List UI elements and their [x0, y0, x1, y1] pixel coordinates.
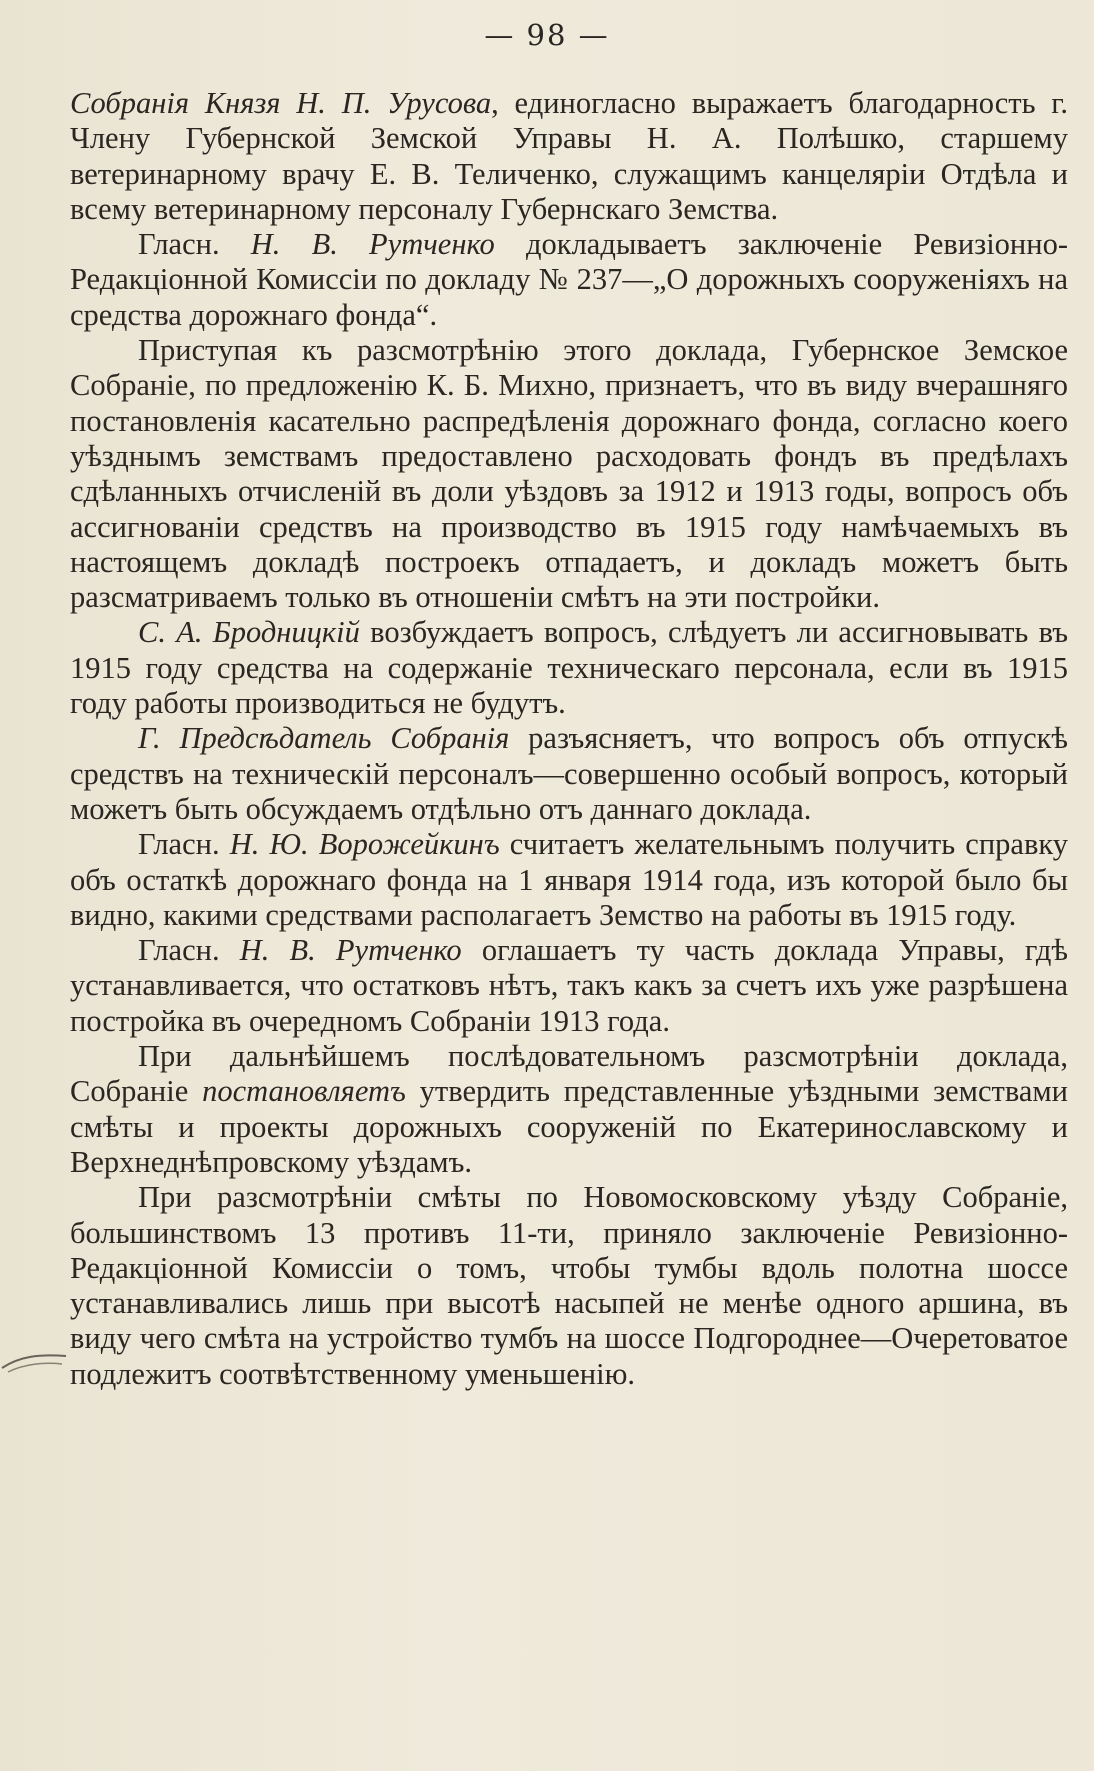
paragraph [70, 227, 1068, 333]
paragraph-text: разъясняетъ, что вопросъ объ отпускѣ средствъ на техническій персоналъ—совершенно особый вопросъ, который можетъ быть обсуждаемъ отдѣльно отъ даннаго доклада. [70, 721, 1068, 826]
paragraph-text: Гласн. [138, 827, 230, 862]
paragraph [70, 1180, 1068, 1392]
paragraph-text: , единогласно выражаетъ благодарность г. Члену Губернской Земской Управы Н. А. Полѣшко, старшему ветеринарному врачу Е. В. Теличенко, служащимъ канцеляріи Отдѣла и всему ветеринарному персоналу Губернскаго Земства. [70, 86, 1068, 226]
paragraph-text: Гласн. [138, 227, 251, 262]
paragraph [70, 1039, 1068, 1180]
paragraph [70, 827, 1068, 933]
resolution-word: постановляетъ [202, 1074, 406, 1109]
paragraph-text: Гласн. [138, 933, 240, 968]
paragraph [70, 721, 1068, 827]
paragraph-text: При разсмотрѣніи смѣты по Новомосковскому уѣзду Собраніе, большинствомъ 13 противъ 11-ти, приняло заключеніе Ревизіонно-Редакціонной Комиссіи о томъ, чтобы тумбы вдоль полотна шоссе устанавливались лишь при высотѣ насыпей не менѣе одного аршина, въ виду чего смѣта на устройство тумбъ на шоссе Подгороднее—Очеретоватое подлежитъ соотвѣтственному уменьшенію. [70, 1180, 1068, 1391]
paragraph [70, 86, 1068, 227]
paragraph-text: Приступая къ разсмотрѣнію этого доклада, Губернское Земское Собраніе, по предложенію К. Б. Михно, признаетъ, что въ виду вчерашняго постановленія касательно распредѣленія дорожнаго фонда, согласно коего уѣзднымъ земствамъ предоставлено расходовать фондъ въ предѣлахъ сдѣланныхъ отчисленій въ доли уѣздовъ за 1912 и 1913 годы, вопросъ объ ассигнованіи средствъ на производство въ 1915 году намѣчаемыхъ въ настоящемъ докладѣ построекъ отпадаетъ, и докладъ можетъ быть разсматриваемъ только въ отношеніи смѣтъ на эти постройки. [70, 333, 1068, 615]
page-number: — 98 — [484, 18, 610, 52]
speaker-name: Н. В. Рутченко [250, 227, 495, 262]
paragraph-text: докладываетъ заключеніе Ревизіонно-Редакціонной Комиссіи по докладу № 237—„О дорожныхъ сооруженіяхъ на средства дорожнаго фонда“. [70, 227, 1068, 332]
speaker-name: Г. Предсѣдатель Собранія [138, 721, 510, 756]
paragraph [70, 333, 1068, 615]
paragraph-text: оглашаетъ ту часть доклада Управы, гдѣ устанавливается, что остатковъ нѣтъ, такъ какъ за счетъ ихъ уже разрѣшена постройка въ очередномъ Собраніи 1913 года. [70, 933, 1068, 1038]
paragraph-text: утвердить представленные уѣздными земствами смѣты и проекты дорожныхъ сооруженій по Екатеринославскому и Верхнеднѣпровскому уѣздамъ. [70, 1074, 1069, 1179]
speaker-name: Собранія Князя Н. П. Урусова [70, 86, 492, 120]
body-text [70, 86, 1068, 1392]
margin-mark-icon [0, 1346, 70, 1376]
speaker-name: Н. Ю. Ворожейкинъ [229, 827, 500, 862]
speaker-name: С. А. Бродницкій [138, 615, 360, 650]
paragraph [70, 933, 1068, 1039]
paragraph-text: считаетъ желательнымъ получить справку объ остаткѣ дорожнаго фонда на 1 января 1914 года, изъ которой было бы видно, какими средствами располагаетъ Земство на работы въ 1915 году. [70, 827, 1068, 932]
paragraph-text: возбуждаетъ вопросъ, слѣдуетъ ли ассигновывать въ 1915 году средства на содержаніе техническаго персонала, если въ 1915 году работы производиться не будутъ. [70, 615, 1068, 721]
speaker-name: Н. В. Рутченко [239, 933, 462, 968]
paragraph-text: При дальнѣйшемъ послѣдовательномъ разсмотрѣніи доклада, Собраніе [70, 1039, 1068, 1109]
paragraph [70, 615, 1068, 721]
